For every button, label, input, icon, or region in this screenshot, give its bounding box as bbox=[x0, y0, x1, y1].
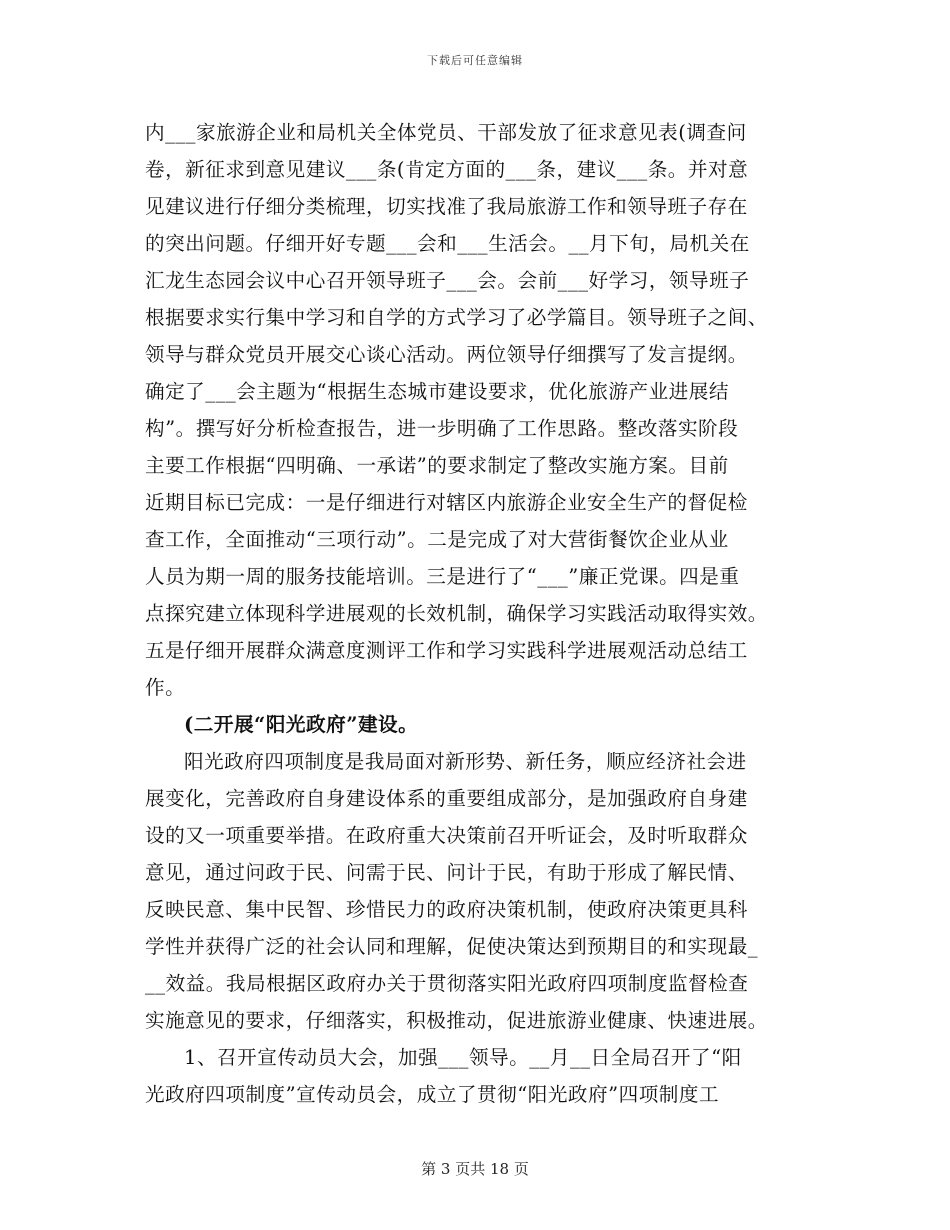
paragraph-line: 人员为期一周的服务技能培训。三是进行了“___”廉正党课。四是重 bbox=[145, 565, 740, 588]
paragraph-line: 光政府四项制度”宣传动员会，成立了贯彻“阳光政府”四项制度工 bbox=[145, 1083, 720, 1106]
paragraph-line: 根据要求实行集中学习和自学的方式学习了必学篇目。领导班子之间、 bbox=[145, 306, 768, 329]
paragraph-line: 的突出问题。仔细开好专题___会和___生活会。__月下旬，局机关在 bbox=[145, 232, 750, 255]
page-footer: 第 3 页共 18 页 bbox=[421, 1160, 529, 1178]
paragraph-line: __效益。我局根据区政府办关于贯彻落实阳光政府四项制度监督检查 bbox=[145, 972, 749, 995]
paragraph-line: 意见，通过问政于民、问需于民、问计于民，有助于形成了解民情、 bbox=[145, 861, 748, 884]
paragraph-line: 查工作，全面推动“三项行动”。二是完成了对大营街餐饮企业从业 bbox=[145, 528, 729, 551]
section-heading: (二开展“阳光政府”建设。 bbox=[184, 713, 419, 736]
paragraph-line: 作。 bbox=[145, 676, 186, 699]
paragraph-line: 领导与群众党员开展交心谈心活动。两位领导仔细撰写了发言提纲。 bbox=[145, 343, 748, 366]
paragraph-line: 主要工作根据“四明确、一承诺”的要求制定了整改实施方案。目前 bbox=[145, 454, 729, 477]
paragraph-line: 构”。撰写好分析检查报告，进一步明确了工作思路。整改落实阶段 bbox=[145, 417, 739, 440]
page-header: 下载后可任意编辑 bbox=[427, 54, 523, 67]
paragraph-line: 反映民意、集中民智、珍惜民力的政府决策机制，使政府决策更具科 bbox=[145, 898, 748, 921]
document-body bbox=[145, 114, 813, 1113]
paragraph-line: 见建议进行仔细分类梳理，切实找准了我局旅游工作和领导班子存在 bbox=[145, 195, 748, 218]
paragraph-line: 展变化，完善政府自身建设体系的重要组成部分，是加强政府自身建 bbox=[145, 787, 748, 810]
paragraph-line: 汇龙生态园会议中心召开领导班子___会。会前___好学习，领导班子 bbox=[145, 269, 750, 292]
paragraph-line: 五是仔细开展群众满意度测评工作和学习实践科学进展观活动总结工 bbox=[145, 639, 748, 662]
paragraph-line: 确定了___会主题为“根据生态城市建设要求，优化旅游产业进展结 bbox=[145, 380, 729, 403]
paragraph-line: 学性并获得广泛的社会认同和理解，促使决策达到预期目的和实现最_ bbox=[145, 935, 759, 958]
paragraph-line: 内___家旅游企业和局机关全体党员、干部发放了征求意见表(调查问 bbox=[145, 121, 747, 144]
paragraph-line: 点探究建立体现科学进展观的长效机制，确保学习实践活动取得实效。 bbox=[145, 602, 768, 625]
paragraph-line: 卷，新征求到意见建议___条(肯定方面的___条，建议___条。并对意 bbox=[145, 158, 749, 181]
paragraph-line: 设的又一项重要举措。在政府重大决策前召开听证会，及时听取群众 bbox=[145, 824, 748, 847]
paragraph-line: 近期目标已完成：一是仔细进行对辖区内旅游企业安全生产的督促检 bbox=[145, 491, 748, 514]
paragraph-line: 1、召开宣传动员大会，加强___领导。__月__日全局召开了“阳 bbox=[184, 1046, 742, 1069]
paragraph-line: 实施意见的要求，仔细落实，积极推动，促进旅游业健康、快速进展。 bbox=[145, 1009, 768, 1032]
paragraph-line: 阳光政府四项制度是我局面对新形势、新任务，顺应经济社会进 bbox=[184, 750, 747, 773]
